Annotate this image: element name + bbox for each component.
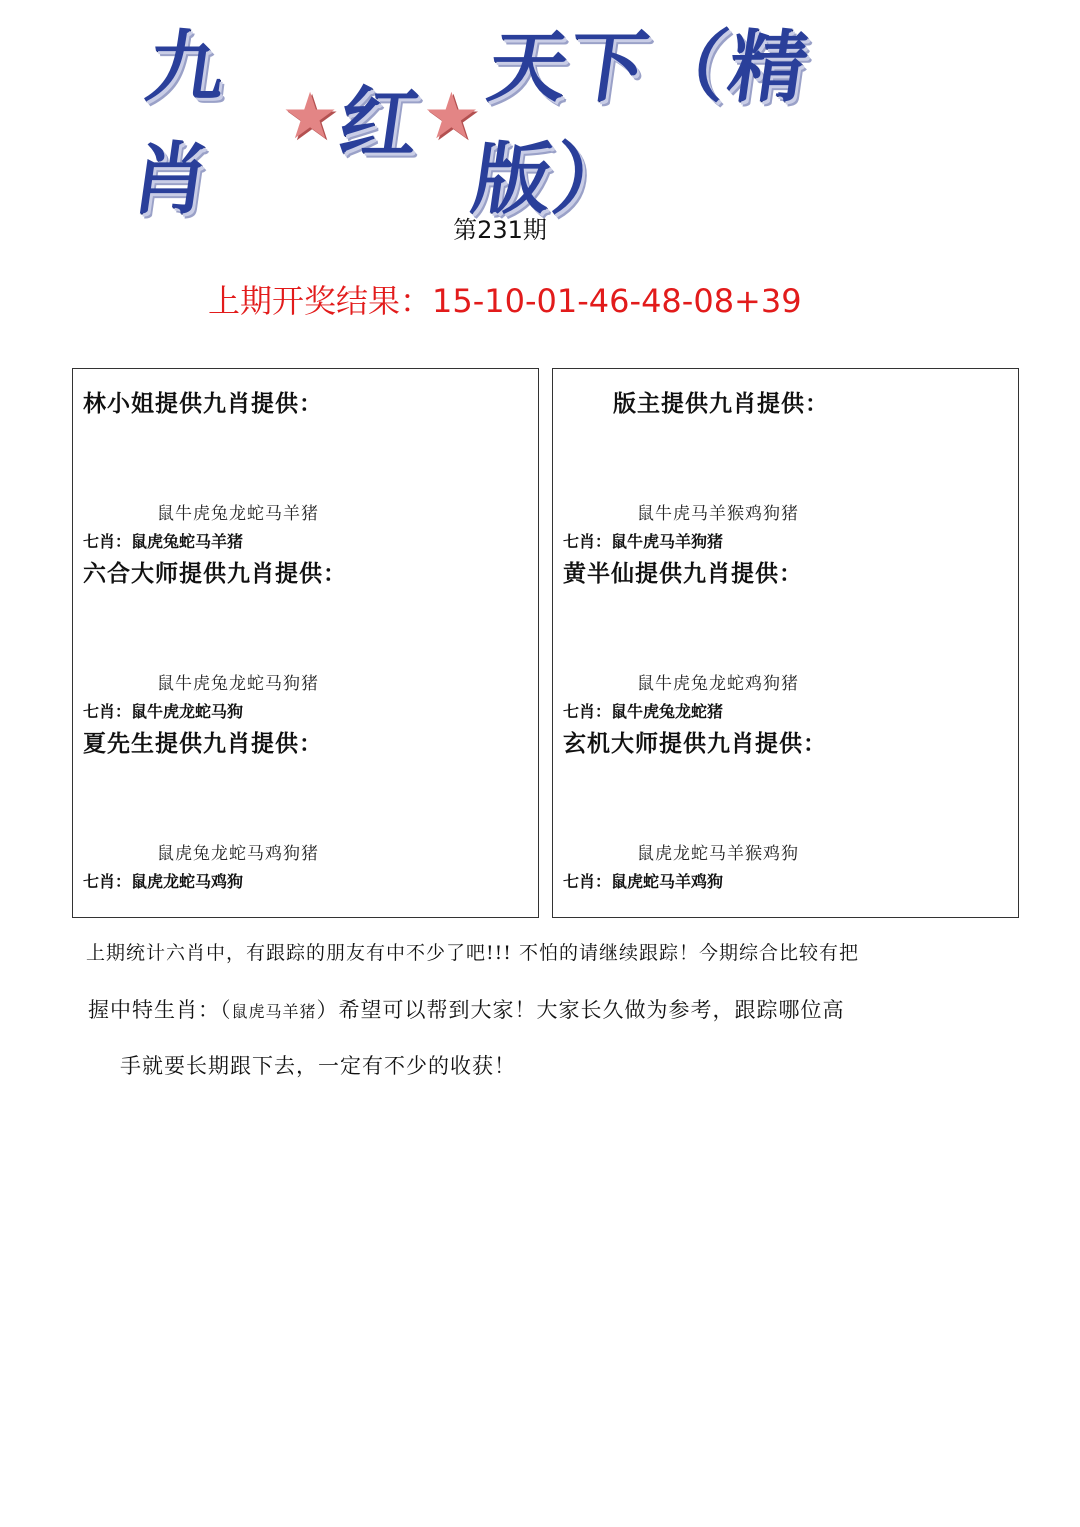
- seven-zodiac: 七肖：鼠虎兔蛇马羊猪: [83, 532, 244, 551]
- nine-zodiac: 鼠虎兔龙蛇马鸡狗猪: [157, 844, 319, 864]
- seven-zodiac: 七肖：鼠牛虎龙蛇马狗: [83, 702, 244, 721]
- left-prediction-box: [72, 368, 539, 918]
- last-result: 上期开奖结果：15-10-01-46-48-08+39: [208, 282, 802, 320]
- nine-zodiac: 鼠牛虎马羊猴鸡狗猪: [637, 504, 799, 524]
- expert-title: 六合大师提供九肖提供：: [83, 560, 347, 587]
- special-zodiac: 鼠虎马羊猪: [231, 1002, 317, 1021]
- paragraph-line-2-b: ）希望可以帮到大家！大家长久做为参考，跟踪哪位高: [316, 998, 845, 1022]
- nine-zodiac: 鼠虎龙蛇马羊猴鸡狗: [637, 844, 799, 864]
- paragraph-line-2: [88, 994, 845, 1024]
- expert-title: 版主提供九肖提供：: [613, 390, 829, 417]
- logo-text-3: 天下（精版）: [466, 23, 816, 225]
- nine-zodiac: 鼠牛虎兔龙蛇马羊猪: [157, 504, 319, 524]
- seven-zodiac: 七肖：鼠牛虎兔龙蛇猪: [563, 702, 724, 721]
- expert-title: 林小姐提供九肖提供：: [83, 390, 323, 417]
- nine-zodiac: 鼠牛虎兔龙蛇鸡狗猪: [637, 674, 799, 694]
- seven-zodiac: 七肖：鼠虎龙蛇马鸡狗: [83, 872, 244, 891]
- right-prediction-box: [552, 368, 1019, 918]
- expert-title: 黄半仙提供九肖提供：: [563, 560, 803, 587]
- star-icon: ★: [281, 80, 339, 154]
- expert-title: 夏先生提供九肖提供：: [83, 730, 323, 757]
- expert-title: 玄机大师提供九肖提供：: [563, 730, 827, 757]
- logo-text-1: 九肖: [124, 23, 234, 225]
- star-icon: ★: [422, 80, 481, 154]
- logo: [124, 23, 900, 225]
- paragraph-line-1: 上期统计六肖中，有跟踪的朋友有中不少了吧!!! 不怕的请继续跟踪！今期综合比较有把: [86, 942, 859, 964]
- paragraph-line-2-a: 握中特生肖：（: [88, 998, 232, 1022]
- issue-number: 第231期: [453, 216, 547, 244]
- paragraph-line-3: 手就要长期跟下去，一定有不少的收获！: [120, 1054, 516, 1078]
- nine-zodiac: 鼠牛虎兔龙蛇马狗猪: [157, 674, 319, 694]
- logo-text-2: 红: [333, 79, 427, 169]
- seven-zodiac: 七肖：鼠虎蛇马羊鸡狗: [563, 872, 724, 891]
- seven-zodiac: 七肖：鼠牛虎马羊狗猪: [563, 532, 724, 551]
